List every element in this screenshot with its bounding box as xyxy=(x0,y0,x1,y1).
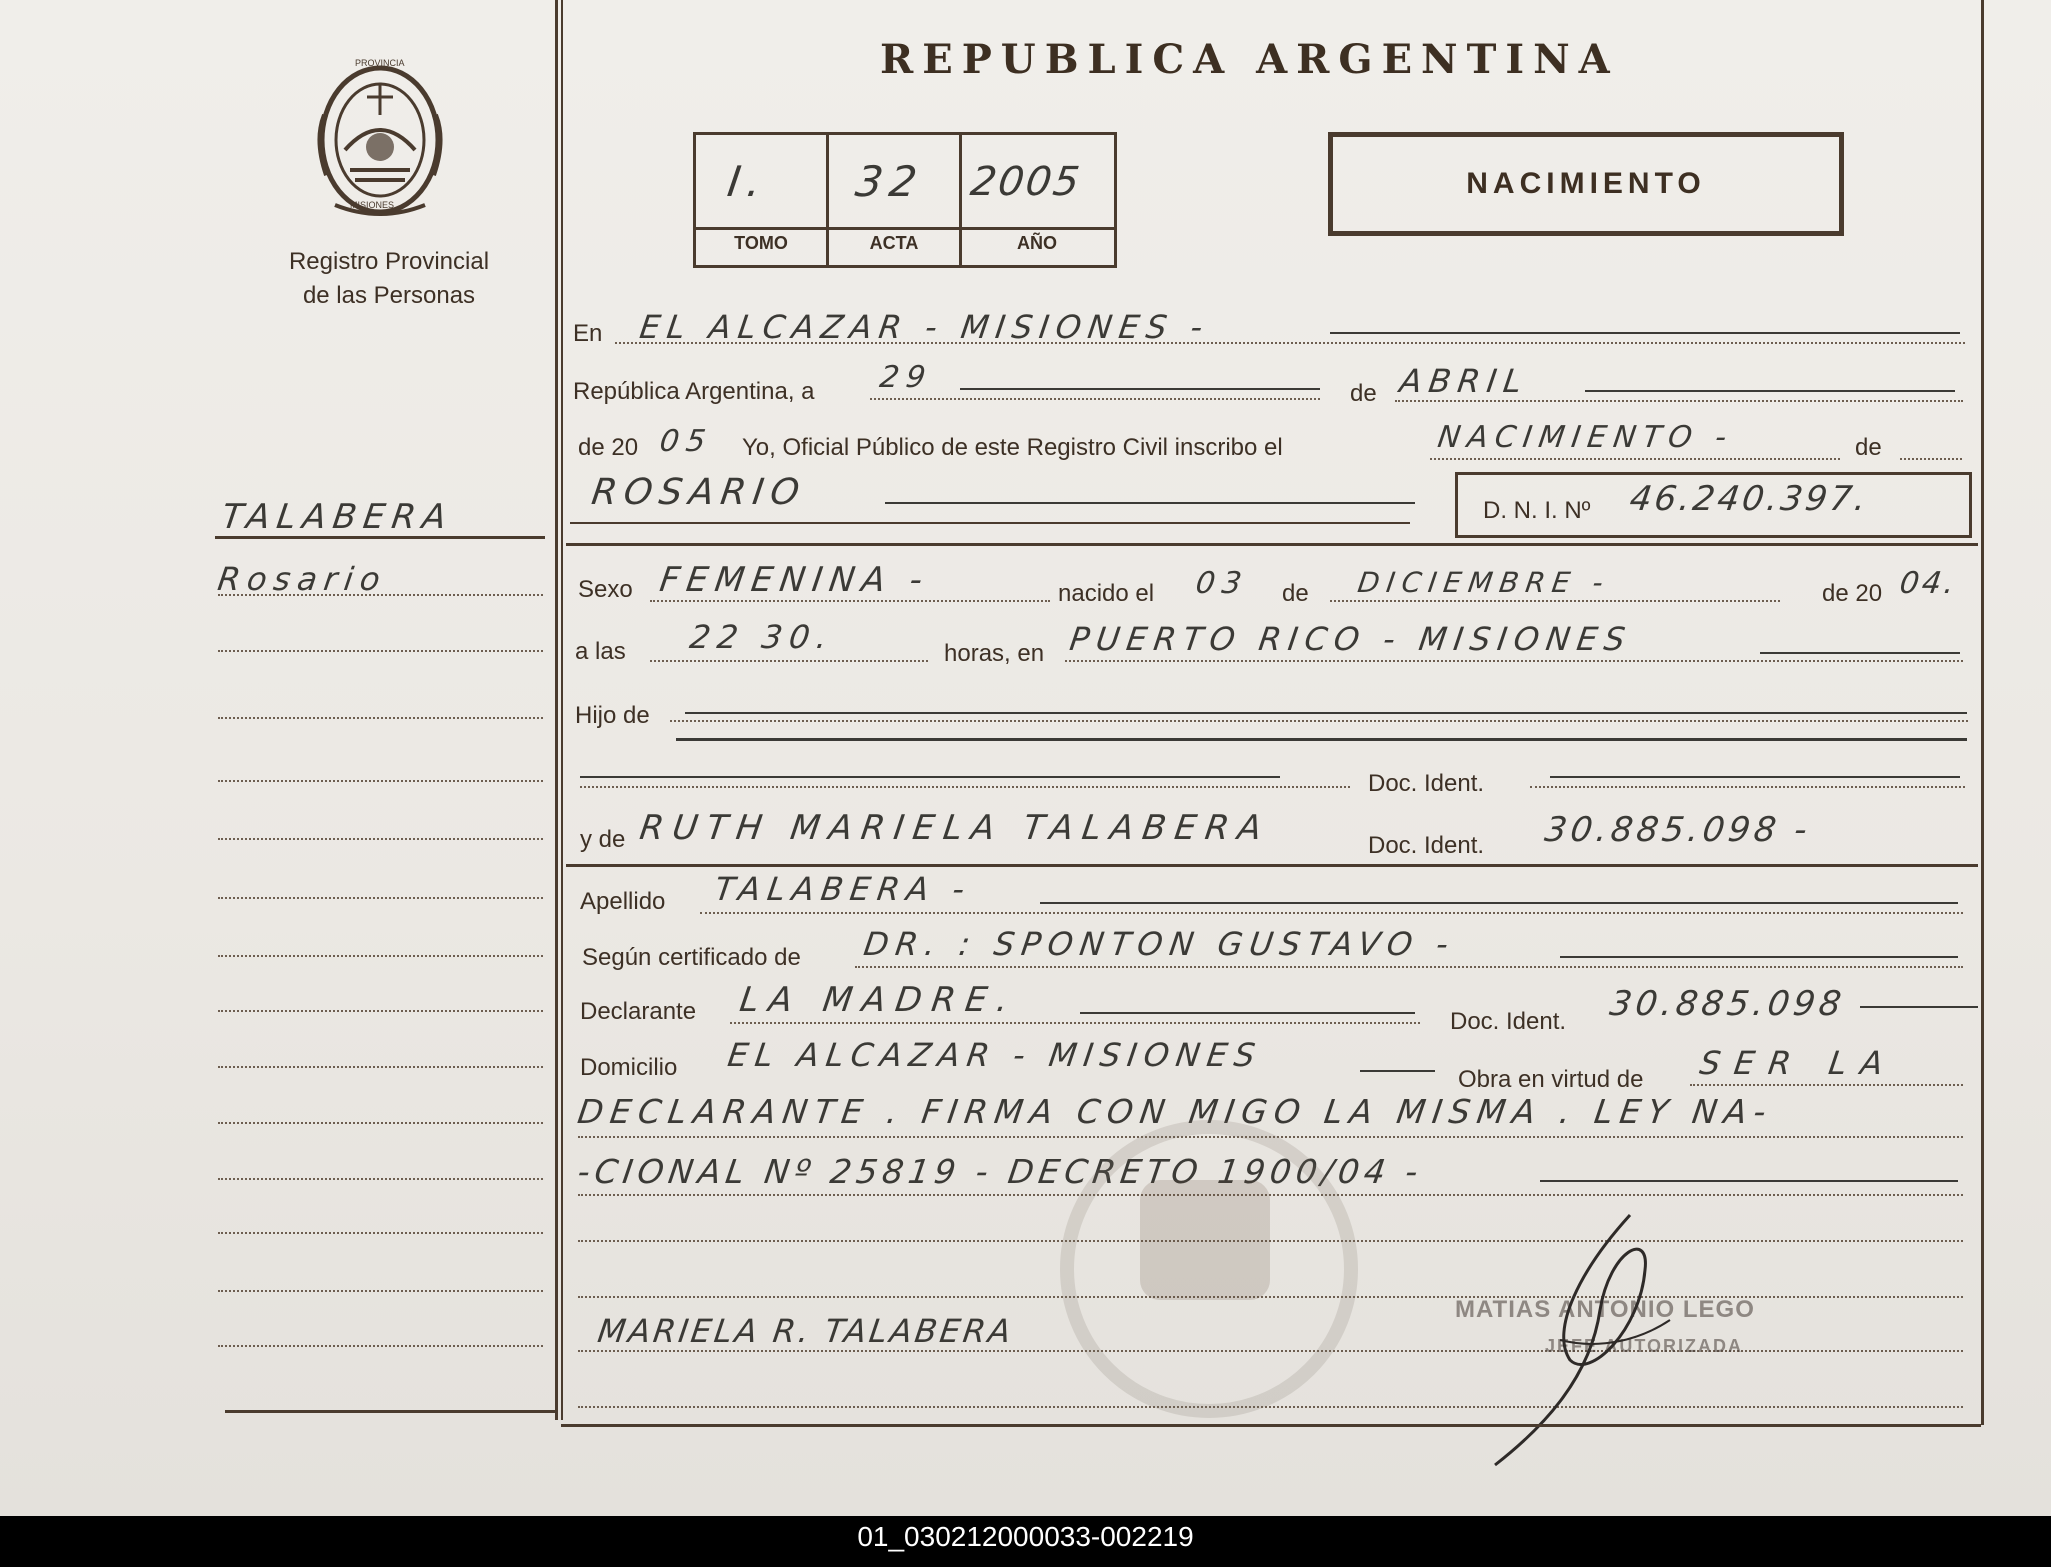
line-certificado xyxy=(855,966,1963,968)
officer-signature-icon xyxy=(1480,1210,1680,1470)
margin-line-10 xyxy=(218,1122,543,1124)
line-lugar-nacimiento xyxy=(1065,660,1963,662)
field-ano-inscripcion: 05 xyxy=(657,424,715,459)
field-apellido: TALABERA - xyxy=(712,870,974,908)
field-domicilio: EL ALCAZAR - MISIONES xyxy=(725,1036,1265,1074)
label-de-mes-nac: de xyxy=(1282,580,1309,607)
margin-line-12 xyxy=(218,1232,543,1234)
margin-line-9 xyxy=(218,1066,543,1068)
label-segun: Según certificado de xyxy=(582,944,801,971)
margin-line-4 xyxy=(218,780,543,782)
line-doc-declarante-stroke xyxy=(1860,1006,1978,1008)
margin-line-3 xyxy=(218,717,543,719)
tomo-value: I. xyxy=(724,157,772,206)
field-obs-line2: -CIONAL Nº 25819 - DECRETO 1900/04 - xyxy=(575,1152,1426,1191)
acta-value: 32 xyxy=(852,157,927,206)
margin-line-8 xyxy=(218,1010,543,1012)
line-nombre xyxy=(570,522,1410,524)
field-mes-nacimiento: DICIEMBRE - xyxy=(1355,566,1613,599)
line-dia-inscripcion xyxy=(870,398,1320,400)
registry-name xyxy=(250,245,528,313)
country-title: REPUBLICA ARGENTINA xyxy=(880,36,1619,83)
label-a-las: a las xyxy=(575,638,626,665)
caption-separator xyxy=(696,227,1114,230)
line-en xyxy=(615,342,1965,344)
label-dni: D. N. I. Nº xyxy=(1483,497,1591,524)
field-dia-nacimiento: 03 xyxy=(1193,566,1251,601)
margin-line-6 xyxy=(218,897,543,899)
label-en: En xyxy=(573,320,603,347)
line-sexo xyxy=(650,600,1050,602)
line-acto xyxy=(1430,458,1840,460)
dni-box xyxy=(1455,472,1972,538)
left-panel-border xyxy=(555,0,558,1420)
field-dia-inscripcion: 29 xyxy=(877,360,935,395)
line-hijo-de-1 xyxy=(685,712,1967,714)
field-madre: RUTH MARIELA TALABERA xyxy=(637,808,1273,848)
line-mes-stroke xyxy=(1585,390,1955,392)
section-rule-2 xyxy=(566,864,1978,867)
field-acto: NACIMIENTO - xyxy=(1435,420,1736,455)
form-right-border xyxy=(1981,0,1984,1425)
ano-value: 2005 xyxy=(967,159,1085,205)
line-en-stroke xyxy=(1330,332,1960,334)
field-declarante: LA MADRE. xyxy=(737,980,1021,1020)
margin-surname: TALABERA xyxy=(219,497,456,537)
label-doc-ident-declarante: Doc. Ident. xyxy=(1450,1008,1567,1035)
line-apellido-stroke xyxy=(1040,902,1958,904)
label-obra: Obra en virtud de xyxy=(1458,1066,1644,1093)
line-apellido xyxy=(700,912,1963,914)
label-doc-ident-1: Doc. Ident. xyxy=(1368,770,1485,797)
margin-line-5 xyxy=(218,838,543,840)
tomo-caption: TOMO xyxy=(734,233,788,253)
line-obs-6 xyxy=(578,1406,1963,1408)
label-doc-ident-madre: Doc. Ident. xyxy=(1368,832,1485,859)
margin-given-name: Rosario xyxy=(215,560,390,598)
field-lugar: EL ALCAZAR - MISIONES - xyxy=(637,308,1212,346)
registry-name-line1: Registro Provincial xyxy=(288,248,490,275)
margin-line-11 xyxy=(218,1178,543,1180)
acta-caption: ACTA xyxy=(869,233,919,253)
line-hijo-de-3 xyxy=(580,776,1280,778)
registration-box xyxy=(693,132,1117,268)
seal-text-bottom: MISIONES xyxy=(350,200,395,210)
margin-line-13 xyxy=(218,1290,543,1292)
officer-title: JEFE AUTORIZADA xyxy=(1545,1336,1744,1356)
declarant-signature: MARIELA R. TALABERA xyxy=(595,1312,1017,1350)
line-hora xyxy=(650,660,928,662)
line-hijo-de-4 xyxy=(580,786,1350,788)
line-doc-ident-1-stroke xyxy=(1550,776,1960,778)
field-mes-inscripcion: ABRIL xyxy=(1397,362,1532,400)
field-hora: 22 30. xyxy=(687,618,837,656)
field-certificado: DR. : SPONTON GUSTAVO - xyxy=(861,925,1458,963)
label-horas-en: horas, en xyxy=(944,640,1045,667)
margin-surname-rule xyxy=(215,536,545,539)
label-y-de: y de xyxy=(580,826,626,853)
margin-bottom-rule xyxy=(225,1410,555,1413)
seal-text-top: PROVINCIA xyxy=(355,58,405,68)
line-mes-nacimiento xyxy=(1330,600,1780,602)
label-apellido: Apellido xyxy=(580,888,666,915)
field-doc-declarante: 30.885.098 xyxy=(1607,984,1848,1024)
line-dia-stroke xyxy=(960,388,1320,390)
line-hijo-de-2 xyxy=(676,738,1967,741)
line-obs-2-stroke xyxy=(1540,1180,1958,1182)
line-certificado-stroke xyxy=(1560,956,1958,958)
label-republica: República Argentina, a xyxy=(573,378,815,405)
label-declarante: Declarante xyxy=(580,998,697,1025)
label-nacido-el: nacido el xyxy=(1058,580,1155,607)
line-declarante xyxy=(730,1022,1420,1024)
section-rule-1 xyxy=(566,543,1978,546)
document-type-label: NACIMIENTO xyxy=(1466,167,1706,200)
margin-line-2 xyxy=(218,650,543,652)
officer-name: MATIAS ANTONIO LEGO xyxy=(1455,1296,1755,1323)
line-obra xyxy=(1690,1084,1963,1086)
line-hijo-de-dots xyxy=(670,720,1968,722)
form-left-border xyxy=(561,0,563,1420)
margin-line-1 xyxy=(218,594,543,596)
label-de-mes: de xyxy=(1350,380,1377,407)
registry-name-line2: de las Personas xyxy=(302,282,476,309)
field-obra: SER LA xyxy=(1697,1044,1900,1082)
field-nombre: ROSARIO xyxy=(589,472,809,513)
margin-line-14 xyxy=(218,1345,543,1347)
field-sexo: FEMENINA - xyxy=(657,560,932,600)
field-lugar-nacimiento: PUERTO RICO - MISIONES xyxy=(1067,620,1635,658)
label-domicilio: Domicilio xyxy=(580,1054,678,1081)
label-de-20-nac: de 20 xyxy=(1822,580,1883,607)
form-bottom-rule xyxy=(561,1424,1981,1427)
line-lugar-nac-stroke xyxy=(1760,652,1960,654)
field-doc-madre: 30.885.098 - xyxy=(1542,810,1814,850)
document-type-box xyxy=(1328,132,1844,236)
label-oficial: Yo, Oficial Público de este Registro Civil inscribo el xyxy=(742,434,1283,461)
line-de-end xyxy=(1900,458,1962,460)
ano-caption: AÑO xyxy=(1017,233,1057,253)
margin-line-7 xyxy=(218,955,543,957)
line-mes-inscripcion xyxy=(1395,400,1963,402)
label-de-end: de xyxy=(1855,434,1882,461)
label-hijo-de: Hijo de xyxy=(575,702,650,729)
field-dni: 46.240.397. xyxy=(1627,479,1872,519)
label-sexo: Sexo xyxy=(578,576,633,603)
line-nombre-stroke xyxy=(885,502,1415,504)
line-doc-ident-1 xyxy=(1530,786,1965,788)
official-stamp-center xyxy=(1140,1180,1270,1300)
label-de-20: de 20 xyxy=(578,434,639,461)
field-ano-nacimiento: 04. xyxy=(1897,566,1960,601)
field-obs-line1: DECLARANTE . FIRMA CON MIGO LA MISMA . LEY NA- xyxy=(575,1092,1776,1131)
image-identifier: 01_030212000033-002219 xyxy=(857,1521,1194,1552)
line-declarante-stroke xyxy=(1080,1012,1415,1014)
line-domicilio-stroke xyxy=(1360,1070,1435,1072)
